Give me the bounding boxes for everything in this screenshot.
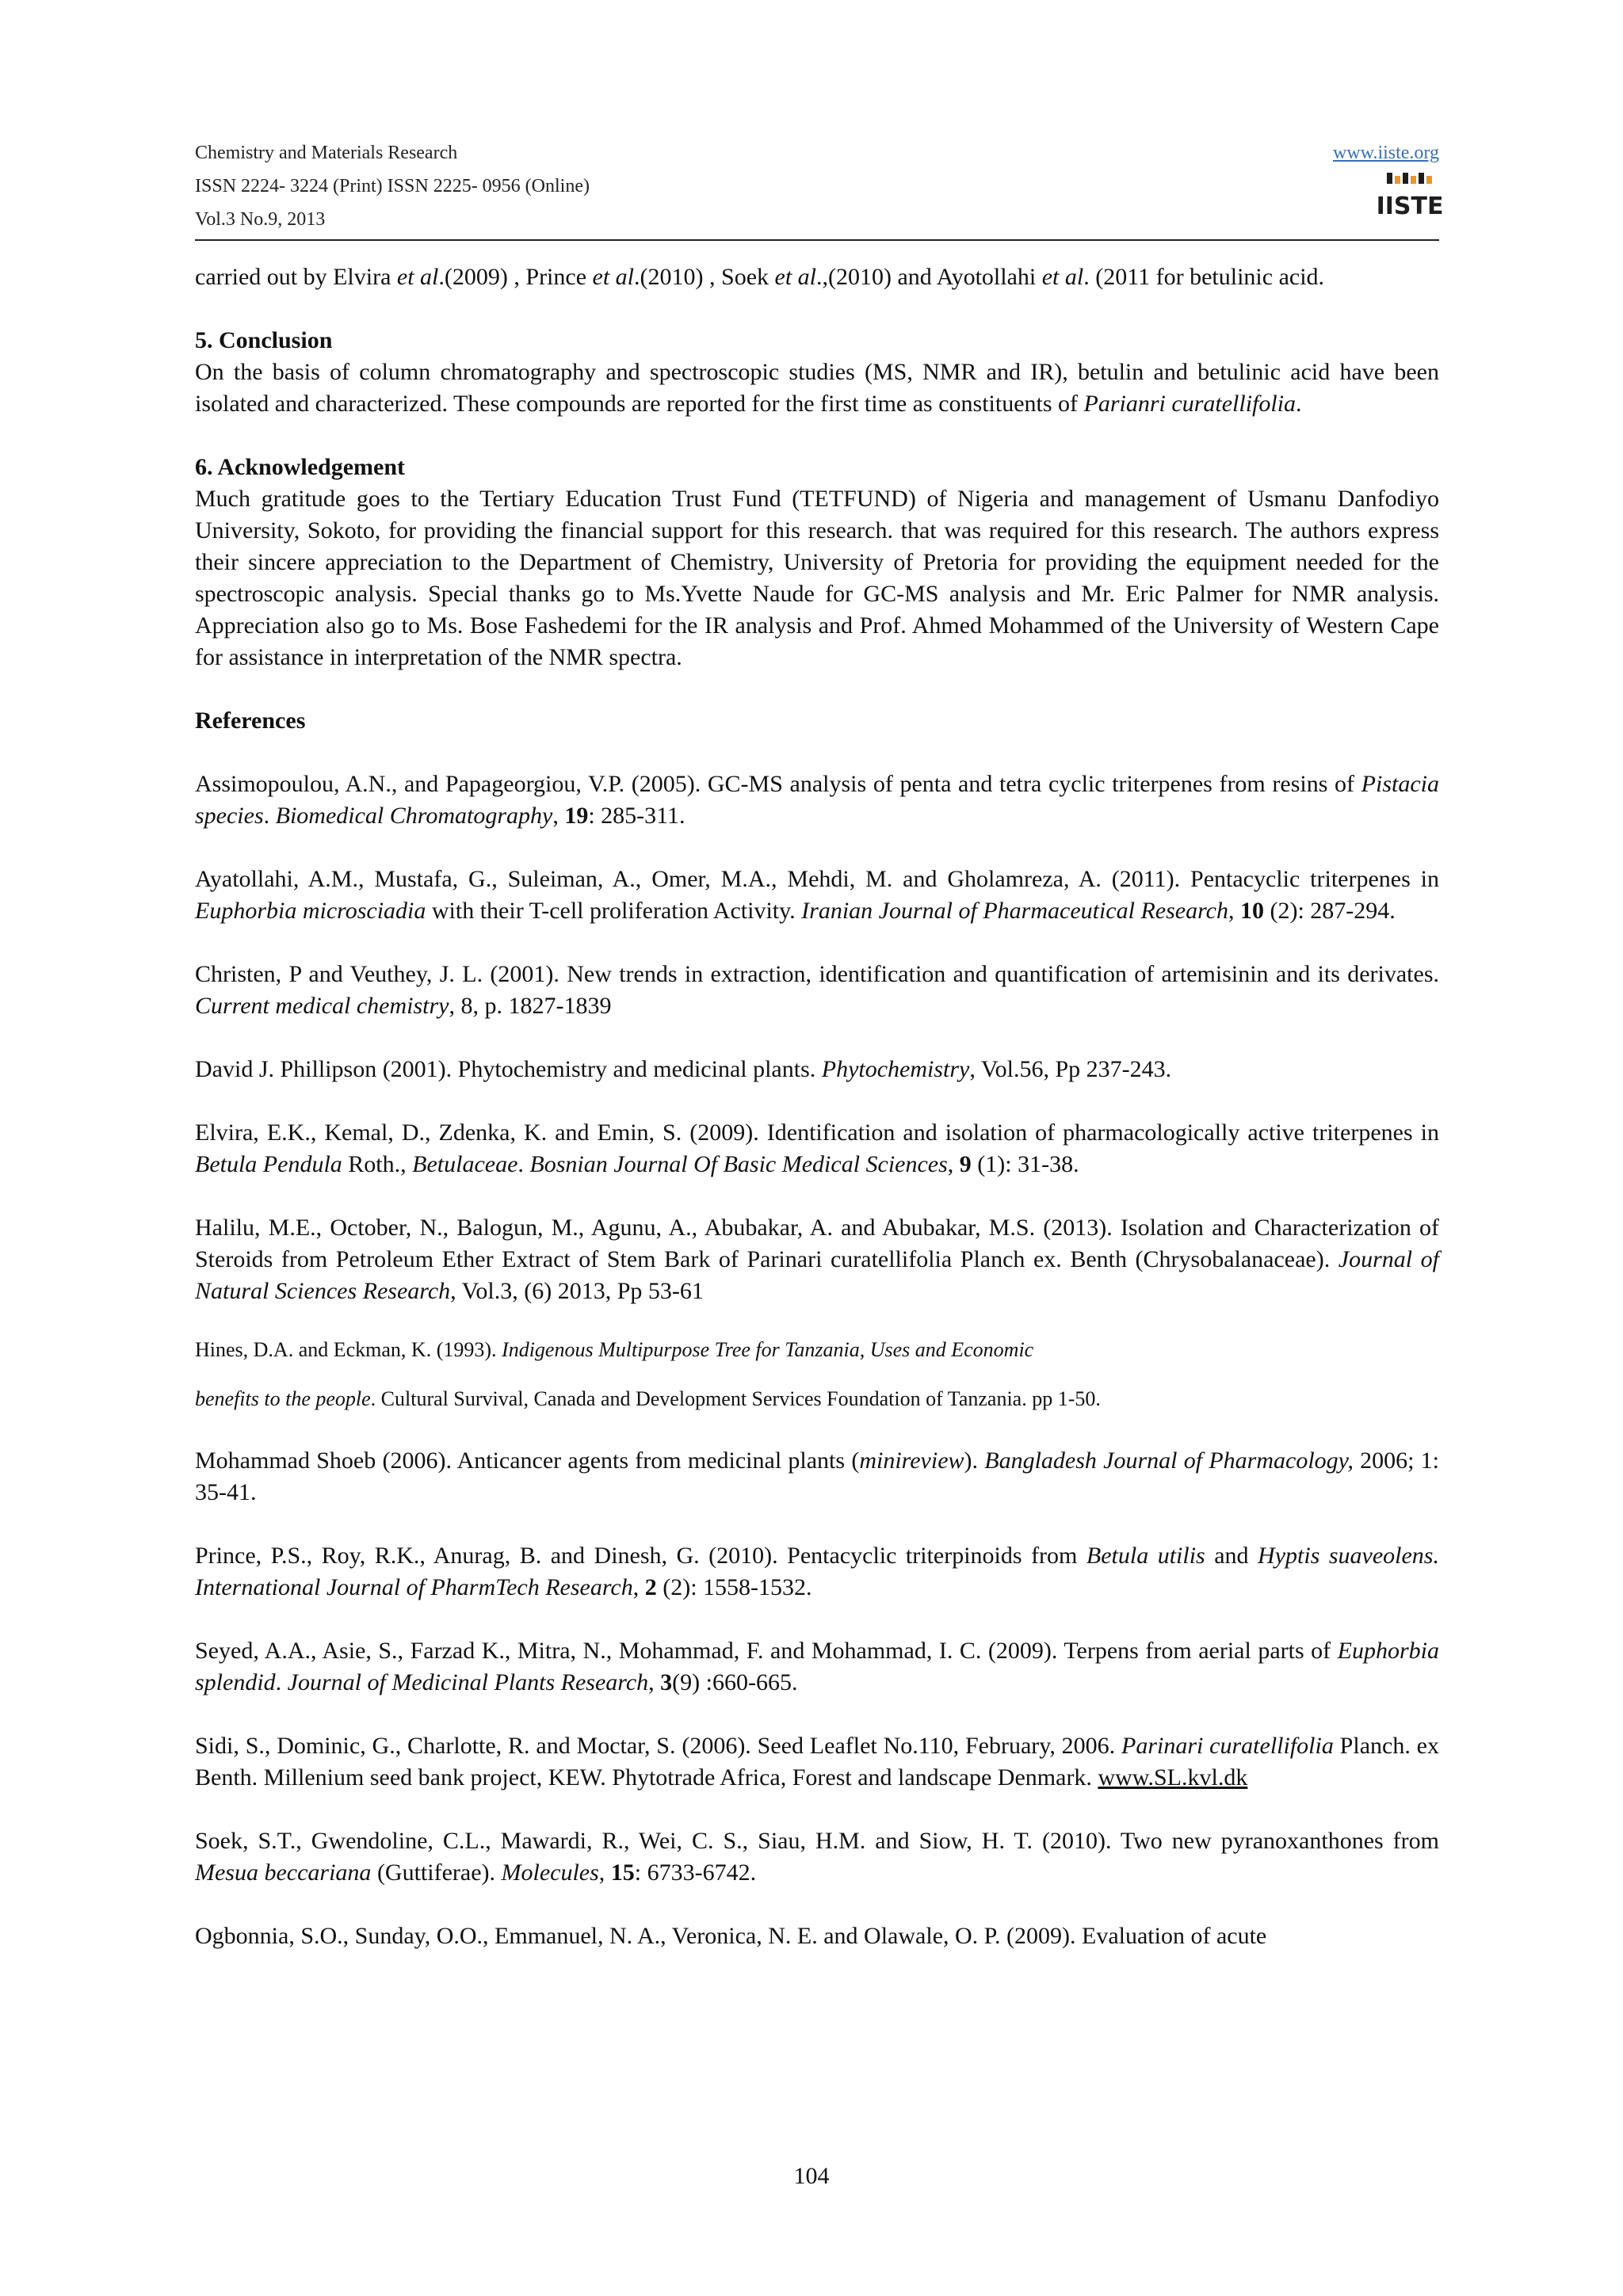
reference-item: Hines, D.A. and Eckman, K. (1993). Indigenous Multipurpose Tree for Tanzania, Uses and Economic — [195, 1338, 1034, 1361]
reference-item: Halilu, M.E., October, N., Balogun, M., Agunu, A., Abubakar, A. and Abubakar, M.S. (2013). Isolation and Characterization of Steroids from Petroleum Ether Extract of Stem Bark of Parinari curatellifolia Planch ex. Benth (Chrysobalanaceae). Journal of Natural Sciences Research, Vol.3, (6) 2013, Pp 53-61 — [195, 1215, 1439, 1304]
reference-item: Mohammad Shoeb (2006). Anticancer agents from medicinal plants (minireview). Bangladesh Journal of Pharmacology, 2006; 1: 35-41. — [195, 1447, 1440, 1505]
conclusion-paragraph: On the basis of column chromatography and spectroscopic studies (MS, NMR and IR), betulin and betulinic acid have been isolated and characterized. These compounds are reported for the first time as constituents of Parianri curatellifolia. — [195, 359, 1439, 417]
reference-item: Sidi, S., Dominic, G., Charlotte, R. and Moctar, S. (2006). Seed Leaflet No.110, February, 2006. Parinari curatellifolia Planch. ex Benth. Millenium seed bank project, KEW. Phytotrade Africa, Forest and landscape Denmark. www.SL.kvl.dk — [195, 1733, 1439, 1791]
journal-name: Chemistry and Materials Research — [195, 143, 458, 163]
conclusion-heading: 5. Conclusion — [195, 327, 333, 353]
reference-item: Ayatollahi, A.M., Mustafa, G., Suleiman, A., Omer, M.A., Mehdi, M. and Gholamreza, A. (2011). Pentacyclic triterpenes in Euphorbia microsciadia with their T-cell proliferation Activity. Iranian Journal of Pharmaceutical Research, 10 (2): 287-294. — [195, 866, 1439, 924]
acknowledgement-heading: 6. Acknowledgement — [195, 454, 405, 480]
reference-link[interactable]: www.SL.kvl.dk — [1098, 1764, 1248, 1791]
acknowledgement-paragraph: Much gratitude goes to the Tertiary Education Trust Fund (TETFUND) of Nigeria and management of Usmanu Danfodiyo University, Sokoto, for providing the financial support for this research. that was required for this research. The authors express their sincere appreciation to the Department of Chemistry, University of Pretoria for providing the equipment needed for the spectroscopic analysis. Special thanks go to Ms.Yvette Naude for GC-MS analysis and Mr. Eric Palmer for NMR analysis. Appreciation also go to Ms. Bose Fashedemi for the IR analysis and Prof. Ahmed Mohammed of the University of Western Cape for assistance in interpretation of the NMR spectra. — [195, 486, 1439, 670]
logo-lettering: IISTE — [1376, 193, 1444, 220]
reference-item: Ogbonnia, S.O., Sunday, O.O., Emmanuel, N. A., Veronica, N. E. and Olawale, O. P. (2009). Evaluation of acute — [195, 1923, 1267, 1949]
header-rule — [195, 239, 1439, 241]
reference-item: Assimopoulou, A.N., and Papageorgiou, V.P. (2005). GC-MS analysis of penta and tetra cyclic triterpenes from resins of Pistacia species. Biomedical Chromatography, 19: 285-311. — [195, 771, 1439, 829]
reference-item-continued: benefits to the people. Cultural Survival, Canada and Development Services Foundation of Tanzania. pp 1-50. — [195, 1387, 1101, 1410]
references-heading: References — [195, 707, 306, 734]
reference-item: Christen, P and Veuthey, J. L. (2001). New trends in extraction, identification and quantification of artemisinin and its derivates. Current medical chemistry, 8, p. 1827-1839 — [195, 961, 1439, 1019]
main-text — [195, 261, 1439, 1952]
volume-line: Vol.3 No.9, 2013 — [195, 209, 326, 230]
intro-paragraph: carried out by Elvira et al.(2009) , Prince et al.(2010) , Soek et al.,(2010) and Ayotollahi et al. (2011 for betulinic acid. — [195, 264, 1325, 290]
running-header — [195, 136, 1444, 239]
reference-item: Prince, P.S., Roy, R.K., Anurag, B. and Dinesh, G. (2010). Pentacyclic triterpinoids from Betula utilis and Hyptis suaveolens. International Journal of PharmTech Research, 2 (2): 1558-1532. — [195, 1543, 1439, 1600]
iiste-logo — [1376, 171, 1444, 222]
reference-item: Elvira, E.K., Kemal, D., Zdenka, K. and Emin, S. (2009). Identification and isolation of pharmacologically active triterpenes in Betula Pendula Roth., Betulaceae. Bosnian Journal Of Basic Medical Sciences, 9 (1): 31-38. — [195, 1119, 1439, 1177]
issn-line: ISSN 2224- 3224 (Print) ISSN 2225- 0956 (Online) — [195, 176, 590, 196]
page-number: 104 — [793, 2163, 830, 2189]
reference-item: David J. Phillipson (2001). Phytochemistry and medicinal plants. Phytochemistry, Vol.56, Pp 237-243. — [195, 1056, 1172, 1082]
journal-url-link[interactable]: www.iiste.org — [1333, 143, 1439, 163]
reference-item: Seyed, A.A., Asie, S., Farzad K., Mitra, N., Mohammad, F. and Mohammad, I. C. (2009). Terpens from aerial parts of Euphorbia splendid. Journal of Medicinal Plants Research, 3(9) :660-665. — [195, 1638, 1439, 1695]
reference-item: Soek, S.T., Gwendoline, C.L., Mawardi, R., Wei, C. S., Siau, H.M. and Siow, H. T. (2010). Two new pyranoxanthones from Mesua beccariana (Guttiferae). Molecules, 15: 6733-6742. — [195, 1828, 1439, 1886]
